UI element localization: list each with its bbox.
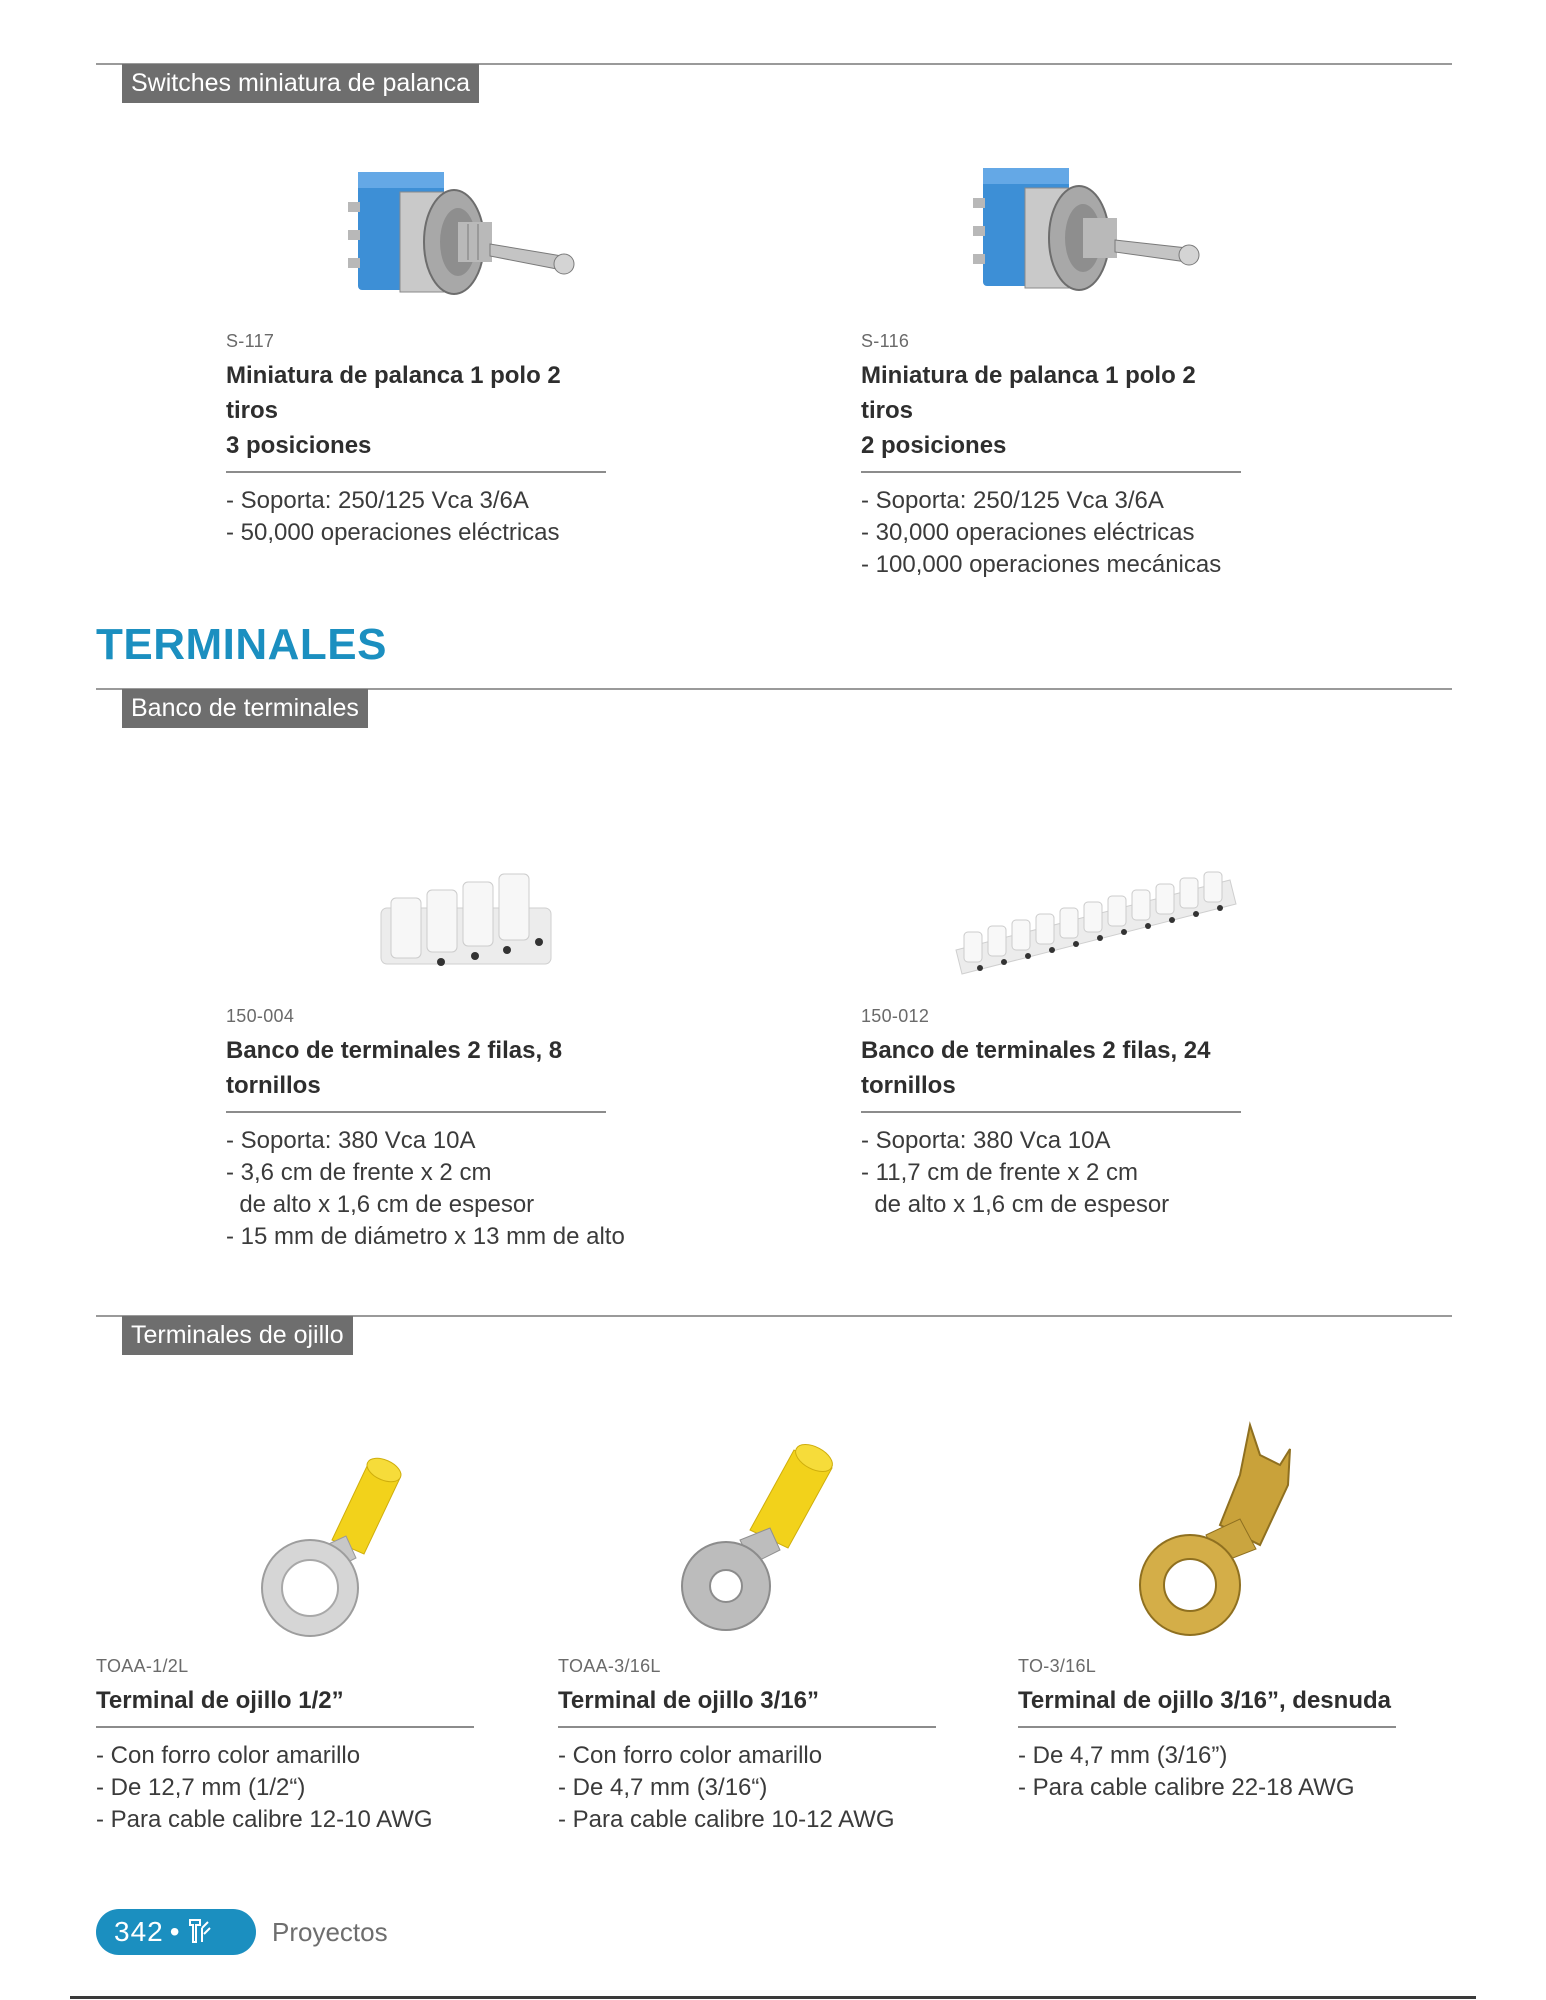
product-s117 — [226, 330, 606, 549]
product-name: Banco de terminales 2 filas, 8 tornillos — [226, 1037, 563, 1099]
product-divider — [861, 471, 1241, 473]
product-code: S-116 — [861, 331, 910, 351]
section-tag-banco: Banco de terminales — [122, 689, 368, 728]
spec-item: - Para cable calibre 22-18 AWG — [1018, 1774, 1355, 1801]
product-divider — [861, 1111, 1241, 1113]
ring-terminal-yellow-image — [660, 1430, 860, 1640]
page-number: 342 — [114, 1916, 164, 1947]
product-s116 — [861, 330, 1241, 581]
spec-item: - De 4,7 mm (3/16“) — [558, 1774, 768, 1801]
product-specs — [861, 485, 1241, 581]
separator-dot: • — [169, 1916, 180, 1947]
product-code: TOAA-3/16L — [558, 1656, 661, 1676]
page-number-badge — [96, 1909, 256, 1955]
terminal-block-image — [375, 862, 565, 992]
spec-item: - Con forro color amarillo — [558, 1742, 823, 1769]
product-divider — [226, 1111, 606, 1113]
spec-item: - De 12,7 mm (1/2“) — [96, 1774, 306, 1801]
spec-item: - 15 mm de diámetro x 13 mm de alto — [226, 1223, 625, 1250]
product-specs — [226, 1125, 625, 1253]
footer-section-label: Proyectos — [272, 1917, 388, 1947]
product-code: TO-3/16L — [1018, 1656, 1097, 1676]
tools-icon — [186, 1916, 212, 1946]
product-specs — [1018, 1740, 1396, 1804]
product-specs — [96, 1740, 474, 1836]
product-name: Terminal de ojillo 1/2” — [96, 1687, 344, 1714]
product-code: 150-012 — [861, 1006, 930, 1026]
spec-item: - 11,7 cm de frente x 2 cm — [861, 1159, 1138, 1186]
spec-item: - 30,000 operaciones eléctricas — [861, 519, 1195, 546]
section-tag-ojillo: Terminales de ojillo — [122, 1316, 353, 1355]
spec-item: de alto x 1,6 cm de espesor — [226, 1191, 535, 1218]
spec-item: - Con forro color amarillo — [96, 1742, 361, 1769]
product-name: Terminal de ojillo 3/16”, desnuda — [1018, 1687, 1391, 1714]
product-specs — [861, 1125, 1241, 1221]
toggle-switch-image — [965, 148, 1215, 318]
product-divider — [96, 1726, 474, 1728]
ring-terminal-bare-image — [1110, 1415, 1320, 1645]
product-name: Miniatura de palanca 1 polo 2 tiros 3 posiciones — [226, 362, 561, 459]
spec-item: - 3,6 cm de frente x 2 cm — [226, 1159, 492, 1186]
spec-item: - Soporta: 250/125 Vca 3/6A — [226, 487, 529, 514]
spec-item: - Soporta: 250/125 Vca 3/6A — [861, 487, 1164, 514]
toggle-switch-image — [340, 152, 590, 322]
product-toaa-3-16l — [558, 1655, 936, 1836]
spec-item: - 50,000 operaciones eléctricas — [226, 519, 560, 546]
spec-item: - De 4,7 mm (3/16”) — [1018, 1742, 1228, 1769]
product-code: S-117 — [226, 331, 275, 351]
spec-item: - 100,000 operaciones mecánicas — [861, 551, 1222, 578]
product-to-3-16l — [1018, 1655, 1396, 1804]
product-150-004 — [226, 1005, 625, 1253]
product-toaa-1-2l — [96, 1655, 474, 1836]
product-divider — [558, 1726, 936, 1728]
page-heading: TERMINALES — [96, 620, 387, 669]
product-name: Miniatura de palanca 1 polo 2 tiros 2 posiciones — [861, 362, 1196, 459]
spec-item: - Soporta: 380 Vca 10A — [226, 1127, 476, 1154]
product-code: TOAA-1/2L — [96, 1656, 189, 1676]
product-divider — [226, 471, 606, 473]
product-150-012 — [861, 1005, 1241, 1221]
product-code: 150-004 — [226, 1006, 295, 1026]
page-bottom-rule — [70, 1996, 1476, 1999]
ring-terminal-yellow-image — [240, 1440, 420, 1640]
spec-item: - Para cable calibre 10-12 AWG — [558, 1806, 895, 1833]
product-divider — [1018, 1726, 1396, 1728]
terminal-block-image — [950, 840, 1250, 990]
spec-item: de alto x 1,6 cm de espesor — [861, 1191, 1170, 1218]
product-name: Banco de terminales 2 filas, 24 tornillos — [861, 1037, 1211, 1099]
spec-item: - Soporta: 380 Vca 10A — [861, 1127, 1111, 1154]
section-tag-switches: Switches miniatura de palanca — [122, 64, 479, 103]
product-specs — [558, 1740, 936, 1836]
product-name: Terminal de ojillo 3/16” — [558, 1687, 819, 1714]
product-specs — [226, 485, 606, 549]
spec-item: - Para cable calibre 12-10 AWG — [96, 1806, 433, 1833]
